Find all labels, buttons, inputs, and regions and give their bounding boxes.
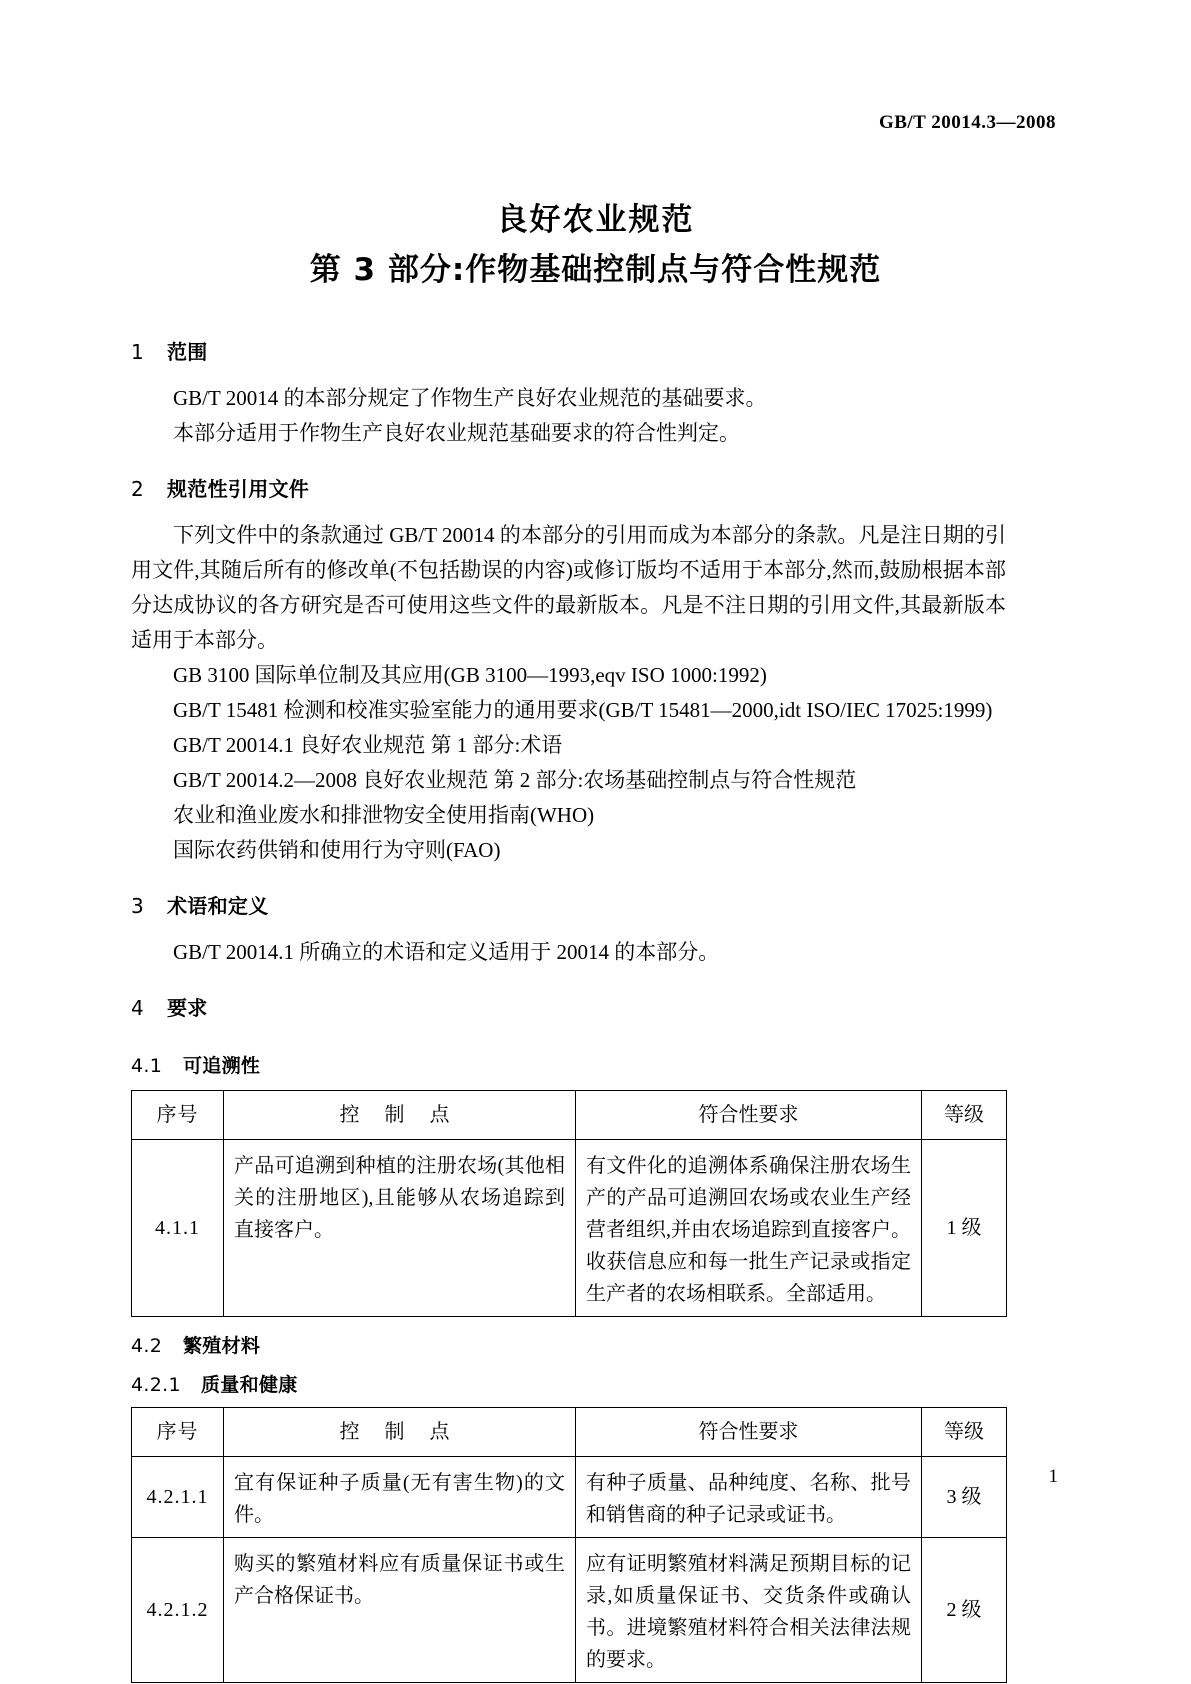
section-heading-4-1 — [131, 1051, 1006, 1078]
cell-compliance: 有文件化的追溯体系确保注册农场生产的产品可追溯回农场或农业生产经营者组织,并由农场追踪到直接客户。收获信息应和每一批生产记录或指定生产者的农场相联系。全部适用。 — [576, 1140, 922, 1317]
section-heading-3 — [131, 890, 1006, 919]
section-title-3: 术语和定义 — [167, 894, 269, 918]
reference-item: GB/T 20014.1 良好农业规范 第 1 部分:术语 — [173, 733, 563, 757]
cell-control-point: 宜有保证种子质量(无有害生物)的文件。 — [224, 1457, 576, 1538]
section-heading-2 — [131, 473, 1006, 502]
cell-control-point: 产品可追溯到种植的注册农场(其他相关的注册地区),且能够从农场追踪到直接客户。 — [224, 1140, 576, 1317]
column-header-level: 等级 — [922, 1408, 1007, 1457]
section-title-2: 规范性引用文件 — [167, 477, 310, 501]
section3-paragraph-1: GB/T 20014.1 所确立的术语和定义适用于 20014 的本部分。 — [173, 940, 720, 964]
section-number-4-2: 4.2 — [131, 1335, 163, 1357]
reference-item: 国际农药供销和使用行为守则(FAO) — [173, 838, 501, 862]
cell-level: 2 级 — [922, 1538, 1007, 1683]
section-number-4: 4 — [131, 996, 145, 1020]
section-heading-4-2 — [131, 1331, 1006, 1358]
column-header-compliance: 符合性要求 — [576, 1091, 922, 1140]
section-title-4-2-1: 质量和健康 — [201, 1374, 298, 1396]
cell-level: 3 级 — [922, 1457, 1007, 1538]
cell-compliance: 有种子质量、品种纯度、名称、批号和销售商的种子记录或证书。 — [576, 1457, 922, 1538]
section2-paragraph-1: 下列文件中的条款通过 GB/T 20014 的本部分的引用而成为本部分的条款。凡是注日期的引用文件,其随后所有的修改单(不包括勘误的内容)或修订版均不适用于本部分,然而,鼓励根据本部分达成协议的各方研究是否可使用这些文件的最新版本。凡是不注日期的引用文件,其最新版本适用于本部分。 — [131, 523, 1006, 652]
table-row — [132, 1538, 1007, 1683]
reference-item: GB/T 20014.2—2008 良好农业规范 第 2 部分:农场基础控制点与符合性规范 — [173, 768, 857, 792]
table-header-row — [132, 1408, 1007, 1457]
section-title-4: 要求 — [167, 996, 208, 1020]
page-number: 1 — [1048, 1466, 1058, 1487]
column-header-level: 等级 — [922, 1091, 1007, 1140]
section-number-4-2-1: 4.2.1 — [131, 1374, 181, 1396]
document-title-line2: 第 3 部分:作物基础控制点与符合性规范 — [309, 251, 882, 288]
column-header-no: 序号 — [132, 1408, 224, 1457]
section1-paragraph-2: 本部分适用于作物生产良好农业规范基础要求的符合性判定。 — [173, 421, 740, 445]
running-header-standard-number: GB/T 20014.3—2008 — [878, 112, 1056, 133]
table-header-row — [132, 1091, 1007, 1140]
section-heading-4-2-1 — [131, 1370, 1006, 1397]
propagation-material-table — [131, 1407, 1007, 1683]
section-number-2: 2 — [131, 477, 145, 501]
section-number-1: 1 — [131, 340, 145, 364]
reference-item: 农业和渔业废水和排泄物安全使用指南(WHO) — [173, 803, 595, 827]
section-number-3: 3 — [131, 894, 145, 918]
section-number-4-1: 4.1 — [131, 1055, 163, 1077]
document-title-line1: 良好农业规范 — [496, 202, 695, 238]
cell-no: 4.1.1 — [132, 1140, 224, 1317]
section1-paragraph-1: GB/T 20014 的本部分规定了作物生产良好农业规范的基础要求。 — [173, 386, 767, 410]
document-body — [131, 336, 1006, 1683]
reference-item: GB 3100 国际单位制及其应用(GB 3100—1993,eqv ISO 1000:1992) — [173, 663, 767, 687]
cell-no: 4.2.1.2 — [132, 1538, 224, 1683]
column-header-compliance: 符合性要求 — [576, 1408, 922, 1457]
reference-item: GB/T 15481 检测和校准实验室能力的通用要求(GB/T 15481—2000,idt ISO/IEC 17025:1999) — [173, 698, 993, 722]
document-title-block — [0, 200, 1191, 292]
section-heading-4 — [131, 992, 1006, 1021]
section-heading-1 — [131, 336, 1006, 365]
section-title-4-1: 可追溯性 — [183, 1055, 261, 1077]
table-row — [132, 1457, 1007, 1538]
cell-no: 4.2.1.1 — [132, 1457, 224, 1538]
cell-control-point: 购买的繁殖材料应有质量保证书或生产合格保证书。 — [224, 1538, 576, 1683]
section-title-4-2: 繁殖材料 — [183, 1335, 261, 1357]
column-header-no: 序号 — [132, 1091, 224, 1140]
table-row — [132, 1140, 1007, 1317]
cell-level: 1 级 — [922, 1140, 1007, 1317]
traceability-table — [131, 1090, 1007, 1317]
column-header-control-point: 控 制 点 — [224, 1408, 576, 1457]
section-title-1: 范围 — [167, 340, 208, 364]
cell-compliance: 应有证明繁殖材料满足预期目标的记录,如质量保证书、交货条件或确认书。进境繁殖材料符合相关法律法规的要求。 — [576, 1538, 922, 1683]
column-header-control-point: 控 制 点 — [224, 1091, 576, 1140]
